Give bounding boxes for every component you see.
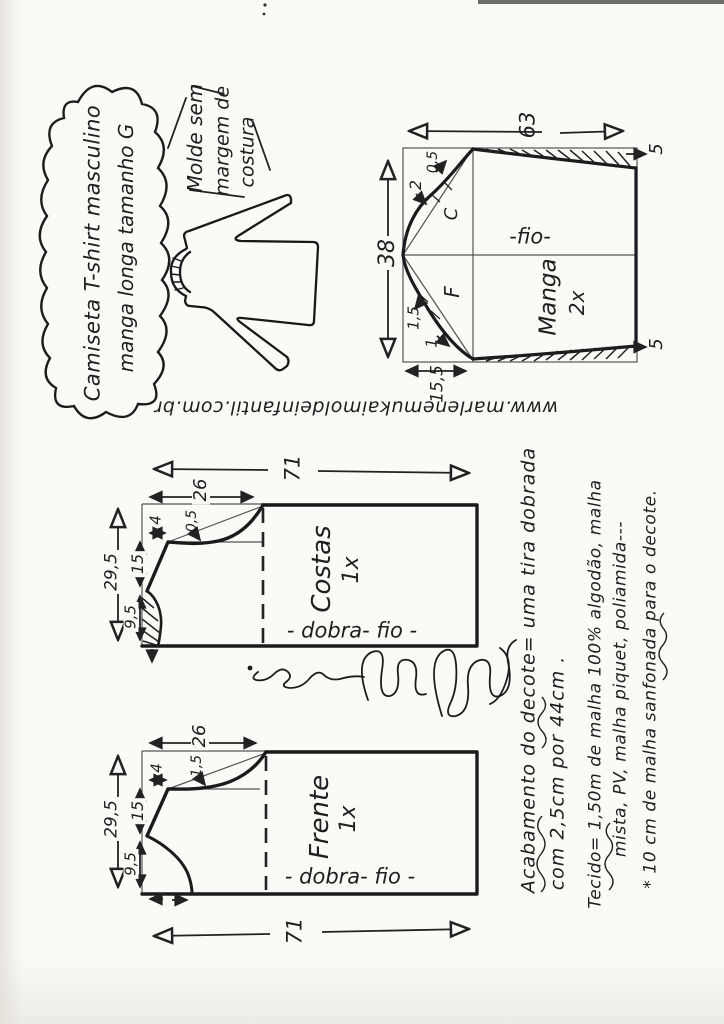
sleeve-grain-label: -fio- — [509, 224, 551, 249]
front-dim-shoulder-span: 26 — [191, 722, 209, 751]
back-dim-length: 71 — [280, 454, 305, 482]
front-dim-neck-width: 9,5 — [124, 849, 139, 879]
sleeve-front-curve-label: F — [440, 286, 464, 298]
note-finishing-line-2: com 2,5cm por 44cm . — [546, 655, 569, 891]
back-dim-neck-width: 9,5 — [124, 602, 139, 632]
note-neck-band-line: * 10 cm de malha sanfonada para o decote. — [640, 489, 661, 889]
mold-note-line-3: costura — [236, 116, 259, 188]
front-dim-length: 71 — [282, 917, 307, 945]
title-line-2: manga longa tamanho G — [114, 123, 138, 373]
front-piece-label: Frente — [305, 774, 335, 860]
sleeve-dim-back-ease: 0,5 — [425, 150, 441, 174]
sleeve-quantity: 2x — [565, 290, 589, 316]
sleeve-dim-hem-top: 5 — [646, 143, 667, 155]
sleeve-construction-lines — [403, 148, 637, 362]
mold-note-line-2: margem de — [211, 85, 234, 197]
tshirt-sketch — [171, 195, 318, 370]
front-dim-half-width: 29,5 — [104, 797, 121, 841]
scan-specks — [263, 3, 267, 15]
back-dim-neck-ease: 0,5 — [184, 509, 200, 533]
back-dim-half-width: 29,5 — [104, 550, 121, 594]
front-dim-shoulder-len: 15 — [130, 798, 146, 824]
signature — [249, 640, 517, 716]
note-fabric-line-1: Tecido= 1,50m de malha 100% algodão, malha — [585, 479, 606, 909]
back-dim-shoulder-drop: 4 — [146, 515, 165, 525]
website-url: www.marlenemukaimoldeinfantil.com.br — [154, 396, 558, 419]
sleeve-dim-front-depth: 1,5 — [404, 306, 423, 330]
front-dim-neck-ease: 1,5 — [189, 754, 205, 778]
sleeve-back-curve-label: C — [441, 207, 462, 221]
front-dimension-arrows — [118, 743, 468, 936]
front-dim-shoulder-drop: 4 — [147, 763, 166, 773]
back-dim-shoulder-span: 26 — [192, 476, 210, 505]
sleeve-dim-front-ease: 1 — [422, 338, 441, 348]
back-piece-label: Costas — [307, 525, 337, 613]
sleeve-dim-width: 38 — [377, 236, 399, 270]
sleeve-outline — [403, 149, 636, 359]
note-finishing-line-1: Acabamento do decote= uma tira dobrada — [517, 446, 540, 894]
sleeve-dim-cap-width: 15,5 — [427, 365, 448, 403]
front-quantity: 1x — [336, 805, 361, 833]
note-fabric-line-2: mista, PV, malha piquet, poliamida--- — [610, 520, 631, 858]
title-line-1: Camiseta T-shirt masculino — [80, 104, 105, 402]
mold-note-line-1: Molde sem — [183, 83, 207, 193]
back-fold-label: - dobra- fio - — [286, 618, 418, 643]
back-quantity: 1x — [339, 556, 364, 584]
front-fold-label: - dobra- fio - — [284, 864, 416, 889]
sleeve-dim-length: 63 — [515, 111, 540, 139]
sleeve-piece-label: Manga — [535, 258, 562, 336]
sleeve-dim-hem-bottom: 5 — [646, 338, 667, 350]
back-dim-shoulder-len: 15 — [130, 551, 146, 577]
sleeve-dim-back-depth: 2 — [406, 179, 425, 191]
